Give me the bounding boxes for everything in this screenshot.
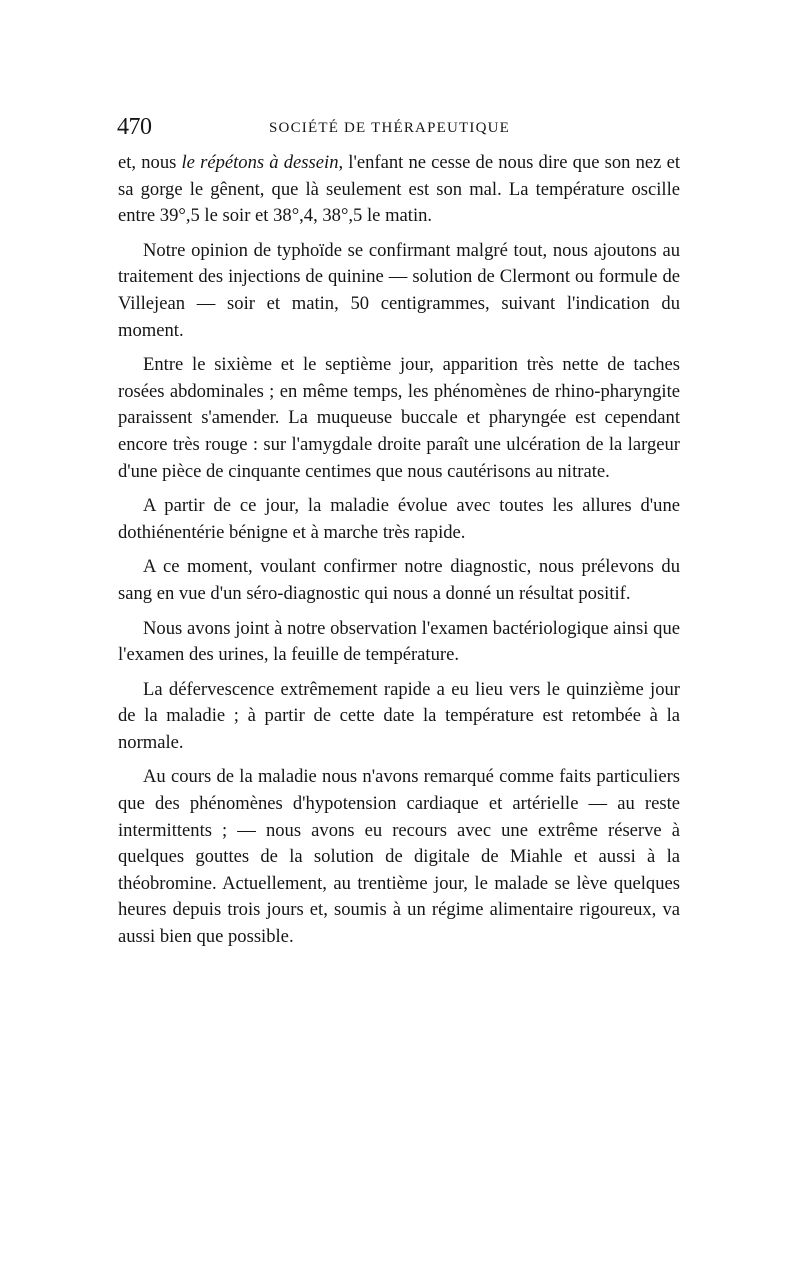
text-segment: , l'enfant ne cesse de nous dire que son nez et sa gorge le gênent, que là seulement est son mal. La température oscille entre 39°,5 le soir et 38°,4, 38°,5 le matin. xyxy=(118,152,680,227)
text-segment: et, nous xyxy=(118,152,182,173)
paragraph: A partir de ce jour, la maladie évolue avec toutes les allures d'une dothiénentérie bénigne et à marche très rapide. xyxy=(118,495,680,543)
paragraph: La défervescence extrêmement rapide a eu lieu vers le quinzième jour de la maladie ; à partir de cette date la température est retombée à la normale. xyxy=(118,678,680,753)
paragraph: Au cours de la maladie nous n'avons remarqué comme faits particuliers que des phénomènes d'hypotension cardiaque et artérielle — au reste intermittents ; — nous avons eu recours avec une extrême réserve à quelques gouttes de la solution de digitale de Miahle et aussi à la théobromine. Actuellement, au trentième jour, le malade se lève quelques heures depuis trois jours et, soumis à un régime alimentaire rigoureux, va aussi bien que possible. xyxy=(118,766,680,948)
paragraph: Entre le sixième et le septième jour, apparition très nette de taches rosées abdominales ; en même temps, les phénomènes de rhino-pharyngite paraissent s'amender. La muqueuse buccale et pharyngée est cependant encore très rouge : sur l'amygdale droite paraît une ulcération de la largeur d'une pièce de cinquante centimes que nous cautérisons au nitrate. xyxy=(118,354,680,482)
page-number: 470 xyxy=(117,114,152,140)
body-text xyxy=(118,150,680,959)
running-title: SOCIÉTÉ DE THÉRAPEUTIQUE xyxy=(269,120,511,136)
paragraph: A ce moment, voulant confirmer notre diagnostic, nous prélevons du sang en vue d'un séro-diagnostic qui nous a donné un résultat positif. xyxy=(118,556,680,604)
running-head xyxy=(117,114,687,144)
paragraph-continuation xyxy=(118,150,680,230)
paragraph: Nous avons joint à notre observation l'examen bactériologique ainsi que l'examen des urines, la feuille de température. xyxy=(118,617,680,666)
italic-phrase: le répétons à dessein xyxy=(181,152,339,173)
paragraph: Notre opinion de typhoïde se confirmant malgré tout, nous ajoutons au traitement des injections de quinine — solution de Clermont ou formule de Villejean — soir et matin, 50 centigrammes, suivant l'indication du moment. xyxy=(118,239,680,341)
